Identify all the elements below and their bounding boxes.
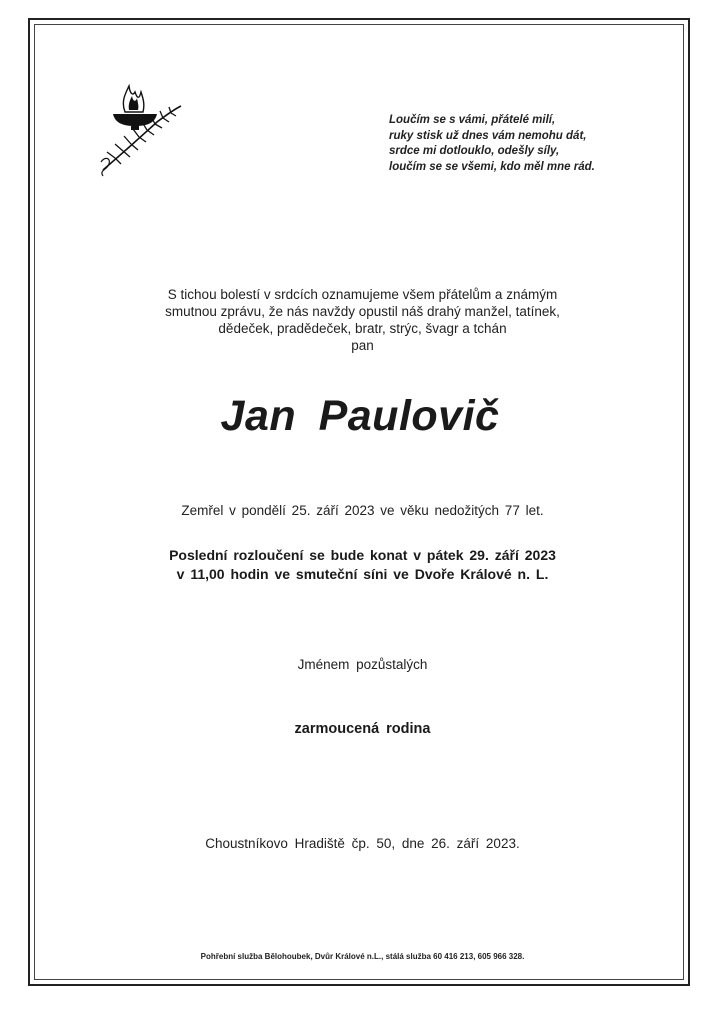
farewell-ceremony xyxy=(90,546,635,584)
farewell-line: Poslední rozloučení se bude konat v pátek 29. září 2023 xyxy=(169,547,556,563)
poem-line: ruky stisk už dnes vám nemohu dát, xyxy=(389,129,587,142)
intro-line: pan xyxy=(351,338,374,353)
place-and-date: Choustníkovo Hradiště čp. 50, dne 26. září 2023. xyxy=(205,836,520,851)
announcement-intro xyxy=(90,286,635,354)
poem xyxy=(389,113,679,175)
intro-line: S tichou bolestí v srdcích oznamujeme všem přátelům a známým xyxy=(167,287,558,302)
funeral-service-footer: Pohřební služba Bělohoubek, Dvůr Králové n.L., stálá služba 60 416 213, 605 966 328. xyxy=(200,952,525,961)
intro-line: smutnou zprávu, že nás navždy opustil náš drahý manžel, tatínek, xyxy=(165,304,560,319)
intro-line: dědeček, pradědeček, bratr, strýc, švagr a tchán xyxy=(218,321,507,336)
poem-line: srdce mi dotlouklo, odešly síly, xyxy=(389,145,560,157)
family-signature: zarmoucená rodina xyxy=(294,721,431,737)
farewell-line: v 11,00 hodin ve smuteční síni ve Dvoře Králové n. L. xyxy=(176,566,549,582)
death-notice: Zemřel v pondělí 25. září 2023 ve věku nedožitých 77 let. xyxy=(181,503,544,518)
flame-bowl-palm-branch-icon xyxy=(95,78,185,178)
deceased-name: Jan Paulovič xyxy=(220,392,500,440)
poem-line: loučím se se všemi, kdo měl mne rád. xyxy=(389,160,595,173)
poem-line: Loučím se s vámi, přátelé milí, xyxy=(389,114,556,126)
on-behalf-label: Jménem pozůstalých xyxy=(297,657,428,672)
